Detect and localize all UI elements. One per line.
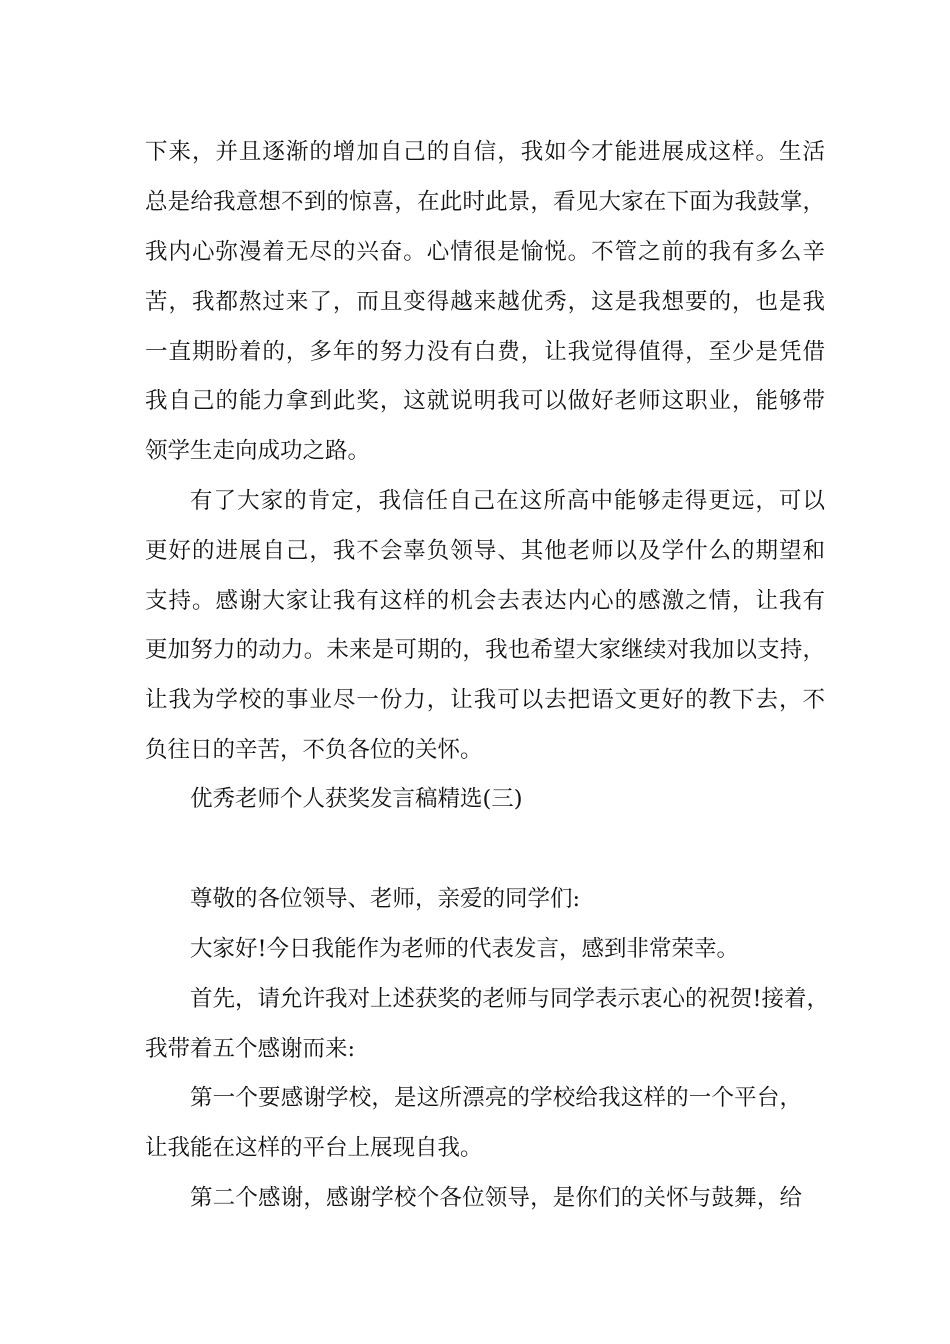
text-line: 更好的进展自己，我不会辜负领导、其他老师以及学什么的期望和 [145,538,825,564]
text-line: 支持。感谢大家让我有这样的机会去表达内心的感激之情，让我有 [145,588,825,614]
greeting-line: 大家好!今日我能作为老师的代表发言，感到非常荣幸。 [190,936,740,962]
text-line: 总是给我意想不到的惊喜，在此时此景，看见大家在下面为我鼓掌， [145,189,825,215]
text-line: 负往日的辛苦，不负各位的关怀。 [145,737,483,763]
text-line: 一直期盼着的，多年的努力没有白费，让我觉得值得，至少是凭借 [145,339,825,365]
paragraph-first-line: 第二个感谢，感谢学校个各位领导，是你们的关怀与鼓舞，给 [190,1185,802,1211]
section-heading: 优秀老师个人获奖发言稿精选(三) [190,786,523,812]
text-line: 领学生走向成功之路。 [145,438,371,464]
text-line: 让我能在这样的平台上展现自我。 [145,1135,483,1161]
text-line: 让我为学校的事业尽一份力，让我可以去把语文更好的教下去，不 [145,687,825,713]
text-line: 我内心弥漫着无尽的兴奋。心情很是愉悦。不管之前的我有多么辛 [145,239,825,265]
paragraph-first-line: 有了大家的肯定，我信任自己在这所高中能够走得更远，可以 [190,488,825,514]
text-line: 我自己的能力拿到此奖，这就说明我可以做好老师这职业，能够带 [145,388,825,414]
text-line: 我带着五个感谢而来: [145,1036,356,1062]
text-line: 下来，并且逐渐的增加自己的自信，我如今才能进展成这样。生活 [145,139,825,165]
text-line: 更加努力的动力。未来是可期的，我也希望大家继续对我加以支持， [145,637,825,663]
salutation: 尊敬的各位领导、老师，亲爱的同学们: [190,886,581,912]
paragraph-first-line: 第一个要感谢学校，是这所漂亮的学校给我这样的一个平台， [190,1085,802,1111]
text-line: 苦，我都熬过来了，而且变得越来越优秀，这是我想要的，也是我 [145,289,825,315]
paragraph-first-line: 首先，请允许我对上述获奖的老师与同学表示衷心的祝贺!接着， [190,986,830,1012]
